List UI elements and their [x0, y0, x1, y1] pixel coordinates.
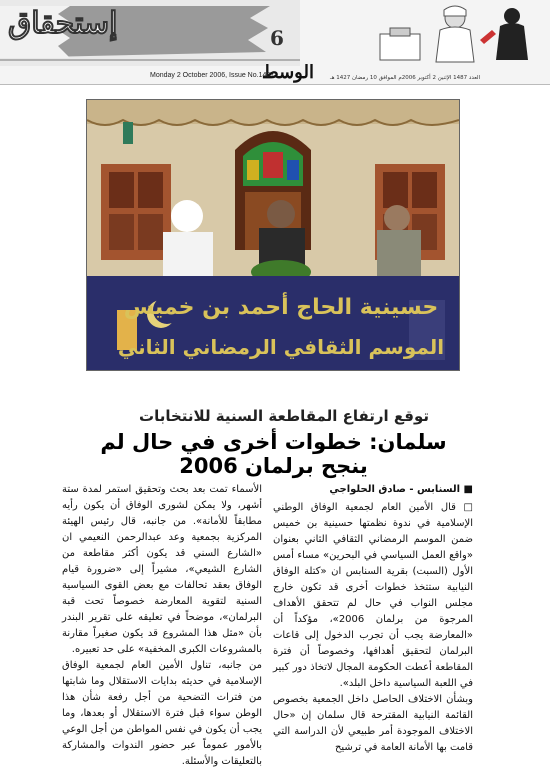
- article-byline: ■ السنابس - صادق الحلواجي: [329, 484, 473, 495]
- article-subheadline: توقع ارتفاع المقاطعة السنية للانتخابات: [139, 407, 429, 425]
- article-column-right: [273, 482, 473, 756]
- page-header: [0, 0, 550, 85]
- paragraph: □ قال الأمين العام لجمعية الوفاق الوطني الإسلامية في ندوة نظمتها حسينية بن خميس ضمن الموسم الرمضاني الثقافي الثاني بعنوان «واقع العمل السياسي في البحرين» مساء أمس الأول (السبت) بقرية السنابس ان «كتلة الوفاق النيابية ستتخذ خطوات أخرى قد تكون خارج مجلس النواب في حال لم تتحقق الأهداف المرجوة من برلمان 2006»، مؤكداً أن «المعارضة يجب أن تجرب الدخول إلى قاعات البرلمان لتحقيق أهدافها، وخصوصاً أن فترة المقاطعة أعطت الحكومة المجال لاتخاذ دور كبير في اللعبة السياسية داخل البلد».: [273, 502, 473, 689]
- banner-line-2: الموسم الثقافي الرمضاني الثاني: [117, 335, 445, 359]
- section-title: إستحقاق: [8, 6, 118, 41]
- page-number: 6: [270, 26, 284, 50]
- seminar-photo-illustration: [87, 100, 459, 370]
- paragraph: وبشأن الاختلاف الحاصل داخل الجمعية بخصوص القائمة النيابية المقترحة قال سلمان إن «حال الاختلاف الموجودة أمر طبيعي لأن الدراسة التي قامت بها الأمانة العامة في ترشيح: [273, 694, 473, 753]
- banner-line-1: حسينية الحاج أحمد بن خميس: [123, 295, 439, 320]
- article-column-left: [62, 482, 262, 770]
- article-headline: سلمان: خطوات أخرى في حال لم ينجح برلمان 2006: [100, 430, 447, 478]
- issue-line-english: Monday 2 October 2006, Issue No.1487: [150, 72, 275, 79]
- paragraph: من جانبه، تناول الأمين العام لجمعية الوفاق الإسلامية في حديثه بدايات الاستقلال وما شابتها من فترات التضحية من أجل رفعة شأن هذا الوطن سواء قبل فترة الاستقلال أو بعدها، وما يجب أن يكون في نفس المواطن من أجل الوعي بالأمور عموماً عبر حضور الندوات والمشاركة بالتعليقات والأسئلة.: [62, 660, 262, 767]
- issue-line-arabic: العدد 1487 الإثنين 2 أكتوبر 2006م الموافق 10 رمضان 1427 هـ: [330, 75, 481, 81]
- newspaper-name: الوسط: [262, 62, 314, 83]
- paragraph: الأسماء تمت بعد بحث وتحقيق استمر لمدة ستة أشهر، ولا يمكن لشورى الوفاق أن يكون رأيه مطابقاً للأمانة». من جانبه، قال رئيس الهيئة المركزية بجمعية وعد عبدالرحمن النعيمي ان «الشارع السني قد يكون أكثر مقاطعة من الشارع الشيعي»، مشيراً إلى «ضرورة قيام الوفاق بعقد تحالفات مع بعض القوى السياسية السنية لتقوية المعارضة خصوصاً تحت قبة البرلمان»، موضحاً في تعليقه على تقرير البندر بأن «مثل هذا المشروع قد يكون صغيراً مقارنة بالمشروعات الكبرى المخفية» على حد تعبيره.: [62, 484, 262, 655]
- article-photo: [86, 99, 460, 371]
- cartoon-illustration: [360, 0, 550, 66]
